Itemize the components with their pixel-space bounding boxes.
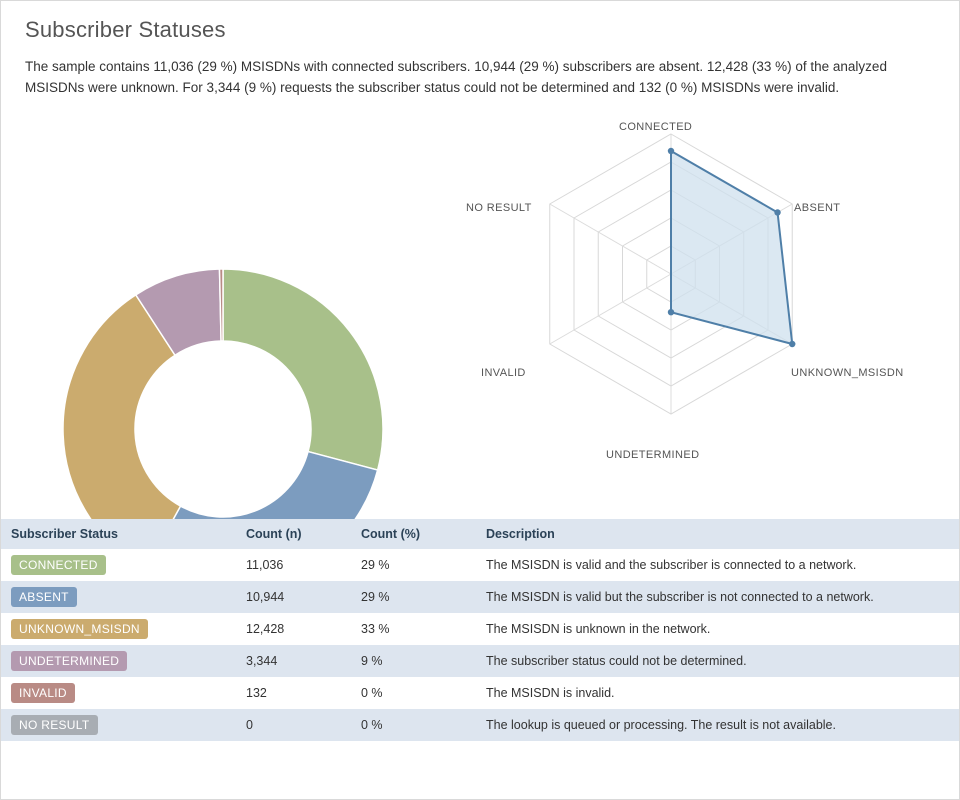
radar-data-point (789, 341, 795, 347)
radar-chart (466, 99, 960, 519)
cell-description: The subscriber status could not be determined. (486, 653, 747, 668)
radar-data-point (668, 309, 674, 315)
cell-count-n: 12,428 (246, 621, 285, 636)
donut-slice (146, 451, 378, 518)
cell-count-pct: 9 % (361, 653, 383, 668)
status-badge: UNKNOWN_MSISDN (11, 619, 148, 639)
table-row (1, 549, 959, 581)
cell-count-n: 132 (246, 685, 267, 700)
status-badge: ABSENT (11, 587, 77, 607)
status-badge: INVALID (11, 683, 75, 703)
cell-status (1, 709, 236, 741)
status-badge: CONNECTED (11, 555, 106, 575)
radar-axis-label-unknown-msisdn: UNKNOWN_MSISDN (791, 366, 904, 379)
cell-count-n: 11,036 (246, 557, 284, 572)
table-body (1, 549, 959, 741)
column-header-count-n: Count (n) (236, 519, 351, 549)
column-header-status: Subscriber Status (1, 519, 236, 549)
table-row (1, 581, 959, 613)
cell-description: The lookup is queued or processing. The result is not available. (486, 717, 836, 732)
cell-status (1, 677, 236, 709)
donut-slice (223, 269, 383, 470)
cell-description: The MSISDN is unknown in the network. (486, 621, 711, 636)
radar-axis-label-invalid: INVALID (481, 366, 526, 379)
cell-count-n: 3,344 (246, 653, 278, 668)
cell-status (1, 549, 236, 581)
radar-data-point (668, 148, 674, 154)
page-title: Subscriber Statuses (25, 17, 226, 42)
radar-data-point (774, 209, 780, 215)
radar-axis-label-connected: CONNECTED (619, 120, 693, 133)
cell-count-n: 0 (246, 717, 253, 732)
radar-axis-label-no-result: NO RESULT (466, 201, 532, 214)
column-header-description: Description (476, 519, 959, 549)
charts-area (1, 99, 959, 519)
donut-chart-svg (1, 99, 471, 519)
table-row (1, 645, 959, 677)
status-badge: UNDETERMINED (11, 651, 127, 671)
column-header-count-pct: Count (%) (351, 519, 476, 549)
cell-status (1, 613, 236, 645)
cell-count-pct: 33 % (361, 621, 390, 636)
table-header (1, 519, 959, 549)
status-table (1, 519, 959, 741)
radar-grid-spoke (550, 204, 671, 274)
cell-status (1, 581, 236, 613)
cell-count-pct: 29 % (361, 557, 390, 572)
radar-chart-svg (471, 99, 960, 519)
cell-description: The MSISDN is valid and the subscriber is connected to a network. (486, 557, 857, 572)
table-row (1, 709, 959, 741)
cell-count-pct: 0 % (361, 685, 383, 700)
summary-text: The sample contains 11,036 (29 %) MSISDNs with connected subscribers. 10,944 (29 %) subscribers are absent. 12,428 (33 %) of the analyzed MSISDNs were unknown. For 3,344 (9 %) requests the subscriber status could not be determined and 132 (0 %) MSISDNs were invalid. (25, 59, 887, 95)
cell-description: The MSISDN is valid but the subscriber is not connected to a network. (486, 589, 874, 604)
cell-status (1, 645, 236, 677)
table-row (1, 613, 959, 645)
status-badge: NO RESULT (11, 715, 98, 735)
radar-series-area (671, 151, 792, 344)
donut-chart (1, 99, 471, 519)
cell-description: The MSISDN is invalid. (486, 685, 615, 700)
cell-count-n: 10,944 (246, 589, 285, 604)
table-row (1, 677, 959, 709)
cell-count-pct: 29 % (361, 589, 390, 604)
radar-axis-label-absent: ABSENT (794, 201, 841, 214)
radar-grid-spoke (550, 274, 671, 344)
radar-axis-label-undetermined: UNDETERMINED (606, 448, 700, 461)
cell-count-pct: 0 % (361, 717, 383, 732)
